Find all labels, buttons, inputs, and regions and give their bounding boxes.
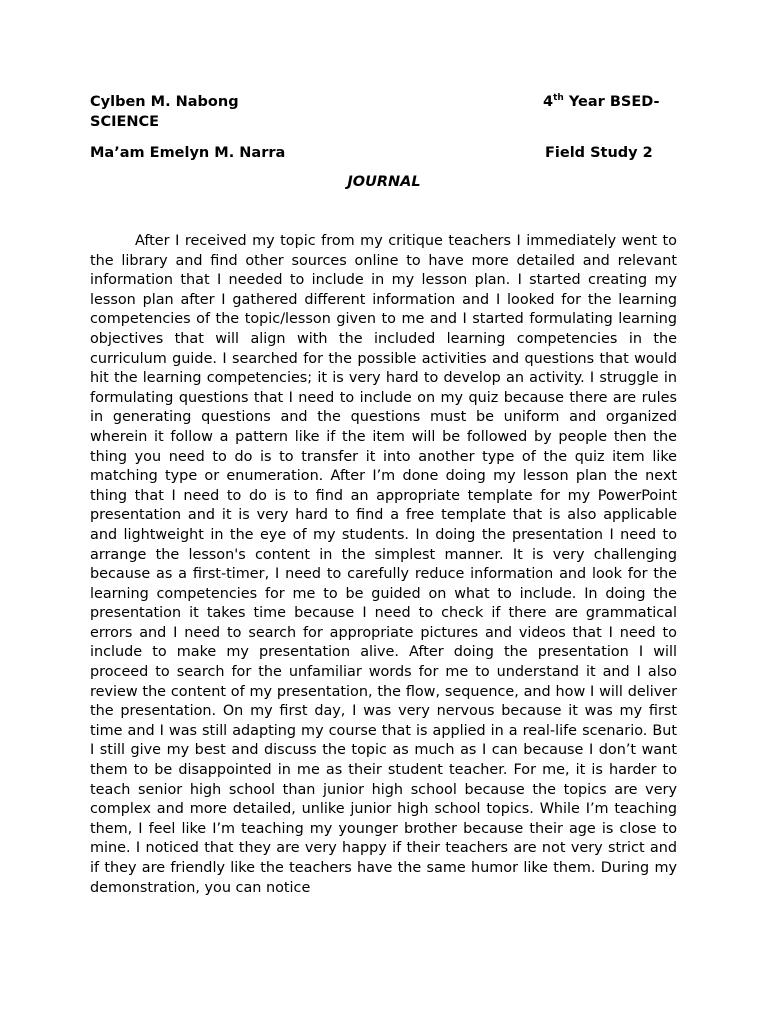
year-suffix: th [553,93,564,103]
year-number: 4 [543,94,554,110]
document-title: JOURNAL [347,174,421,190]
journal-body: After I received my topic from my critique teachers I immediately went to the library and find other sources online to have more detailed and relevant information that I needed to include in my lesson plan. I started creating my lesson plan after I gathered different information and I looked for the learning competencies of the topic/lesson given to me and I started formulating learning objectives that will align with the included learning competencies in the curriculum guide. I searched for the possible activities and questions that would hit the learning competencies; it is very hard to develop an activity. I struggle in formulating questions that I need to include on my quiz because there are rules in generating questions and the questions must be uniform and organized wherein it follow a pattern like if the item will be followed by people then the thing you need to do is to transfer it into another type of the quiz item like matching type or enumeration. After I’m done doing my lesson plan the next thing that I need to do is to find an appropriate template for my PowerPoint presentation and it is very hard to find a free template that is also applicable and lightweight in the eye of my students. In doing the presentation I need to arrange the lesson's content in the simplest manner. It is very challenging because as a first-timer, I need to carefully reduce information and look for the learning competencies for me to be guided on what to include. In doing the presentation it takes time because I need to check if there are grammatical errors and I need to search for appropriate pictures and videos that I need to include to make my presentation alive. After doing the presentation I will proceed to search for the unfamiliar words for me to understand it and I also review the content of my presentation, the flow, sequence, and how I will deliver the presentation. On my first day, I was very nervous because it was my first time and I was still adapting my course that is applied in a real-life scenario. But I still give my best and discuss the topic as much as I can because I don’t want them to be disappointed in me as their student teacher. For me, it is harder to teach senior high school than junior high school because the topics are very complex and more detailed, unlike junior high school topics. While I’m teaching them, I feel like I’m teaching my younger brother because their age is close to mine. I noticed that they are very happy if their teachers are not very strict and if they are friendly like the teachers have the same humor like them. During my demonstration, you can notice [90,233,677,896]
teacher-name: Ma’am Emelyn M. Narra [90,145,286,161]
course-continued: SCIENCE [90,114,160,130]
subject: Field Study 2 [545,145,653,161]
year-course [543,92,660,112]
student-name: Cylben M. Nabong [90,94,239,110]
year-course-text: Year BSED- [563,94,660,110]
